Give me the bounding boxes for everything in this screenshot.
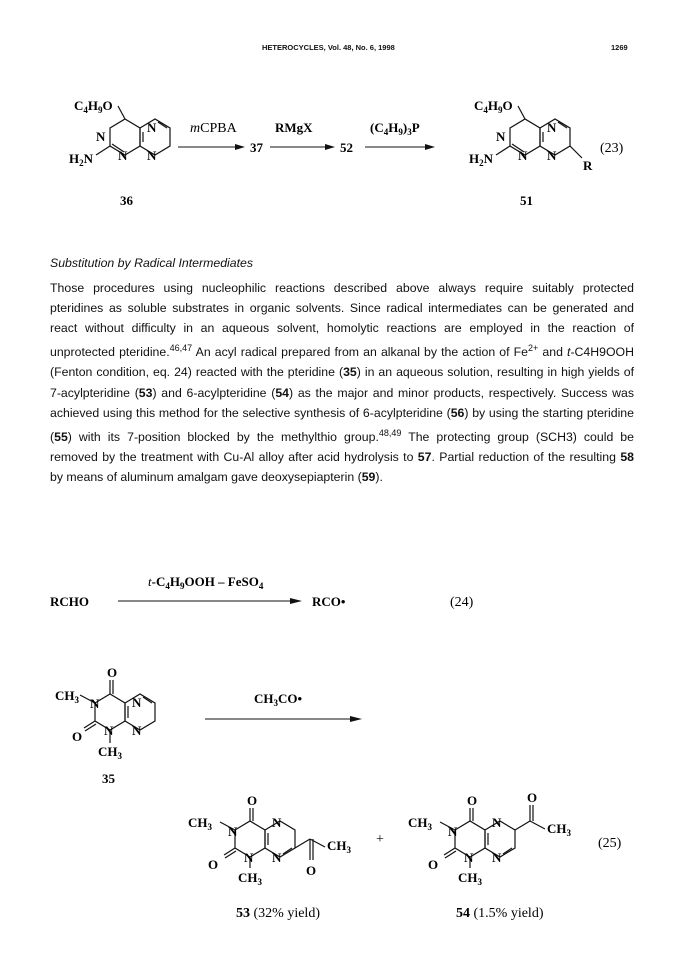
body-paragraph: Those procedures using nucleophilic reactions described above always require suitably protected pteridines as soluble substrates in organic solvents. Since radical intermediates can be generated and react without difficulty in an aqueous solvent, homolytic reactions are employed in the reaction of unprotected pteridine.$^{46,47}$ An acyl radical prepared from an alkanal by the action of $Fe^{2+}$ and t-C4H9OOH (Fenton condition, eq. 24) reacted with the pteridine (35) in an aqueous solution, resulting in high yields of 7-acylpteridine (53) and 6-acylpteridine (54) as the major and minor products, respectively. Success was achieved using this method for the selective synthesis of 6-acylpteridine (56) by using the starting pteridine (55) with its 7-position blocked by the methylthio group.$^{48,49}$ The protecting group (SCH3) could be removed by the treatment with Cu-Al alloy after acid hydrolysis to 57. Partial reduction of the resulting 58 by means of aluminum amalgam gave deoxysepiapterin (59). (50, 281, 635, 485)
n-atom: N (547, 148, 557, 163)
scheme-23 (0, 0, 684, 250)
scheme-25 (0, 655, 684, 955)
reagent-acetyl-radical: $CH_3CO•$ (254, 691, 303, 708)
methyl-n: $CH_3$ (98, 744, 122, 761)
oxygen-atom: O (247, 793, 258, 808)
methyl-n: $CH_3$ (238, 870, 262, 887)
oxygen-atom: O (527, 790, 538, 805)
sub-c4h9o-51: $C_4H_9O$ (474, 98, 513, 115)
equation-24 (0, 560, 684, 620)
n-atom: N (244, 850, 254, 865)
eq-number-24: (24) (450, 595, 474, 610)
structure-51 (496, 106, 582, 158)
n-atom: N (132, 695, 142, 710)
intermediate-52: 52 (340, 140, 353, 155)
oxygen-atom: O (306, 863, 317, 878)
reagent-rmgx: RMgX (275, 120, 313, 135)
n-atom: N (118, 148, 128, 163)
eq-number-23: (23) (600, 141, 624, 156)
structure-35 (80, 680, 155, 743)
n-atom: N (492, 850, 502, 865)
sub-nh2-36: $H_2N$ (69, 151, 94, 168)
compound-label-36: 36 (120, 193, 133, 208)
oxygen-atom: O (467, 793, 478, 808)
n-atom: N (492, 815, 502, 830)
n-atom: N (147, 148, 157, 163)
n-atom: N (272, 850, 282, 865)
n-atom: N (448, 824, 458, 839)
oxygen-atom: O (72, 729, 83, 744)
eq-number-25: (25) (598, 836, 622, 851)
structure-36 (96, 106, 170, 155)
n-atom: N (518, 148, 528, 163)
methyl-n: $CH_3$ (408, 815, 432, 832)
reactant-rcho: RCHO (50, 594, 89, 609)
compound-label-51: 51 (520, 193, 533, 208)
page-number: 1269 (611, 43, 628, 52)
n-atom: N (496, 129, 506, 144)
product-acyl-radical: RCO• (312, 594, 346, 609)
n-atom: N (104, 723, 114, 738)
reagent-mcpba: mCPBA (190, 121, 237, 136)
plus-sign: + (376, 832, 384, 847)
reagent-tributylphosphine: $(C_4H_9)_3P$ (370, 120, 420, 137)
n-atom: N (228, 824, 238, 839)
methyl-acyl: $CH_3$ (327, 838, 351, 855)
n-atom: N (464, 850, 474, 865)
product-53-caption: 53 (32% yield) (236, 906, 320, 921)
oxygen-atom: O (107, 665, 118, 680)
sub-r: R (583, 158, 593, 173)
running-header: HETEROCYCLES, Vol. 48, No. 6, 1998 (262, 43, 395, 52)
n-atom: N (272, 815, 282, 830)
methyl-acyl: $CH_3$ (547, 821, 571, 838)
methyl-n: $CH_3$ (458, 870, 482, 887)
intermediate-37: 37 (250, 140, 263, 155)
n-atom: N (132, 723, 142, 738)
sub-nh2-51: $H_2N$ (469, 151, 494, 168)
oxygen-atom: O (208, 857, 219, 872)
oxygen-atom: O (428, 857, 439, 872)
sub-c4h9o-36: $C_4H_9O$ (74, 98, 113, 115)
compound-label-35: 35 (102, 771, 115, 786)
product-54-caption: 54 (1.5% yield) (456, 906, 544, 921)
methyl-n: $CH_3$ (188, 815, 212, 832)
section-title: Substitution by Radical Intermediates (50, 256, 254, 270)
n-atom: N (90, 696, 100, 711)
methyl-n: $CH_3$ (55, 688, 79, 705)
n-atom: N (547, 120, 557, 135)
n-atom: N (96, 129, 106, 144)
n-atom: N (147, 120, 157, 135)
reagent-fenton: $t-C_4H_9OOH$ – FeSO$_4$ (148, 574, 264, 591)
